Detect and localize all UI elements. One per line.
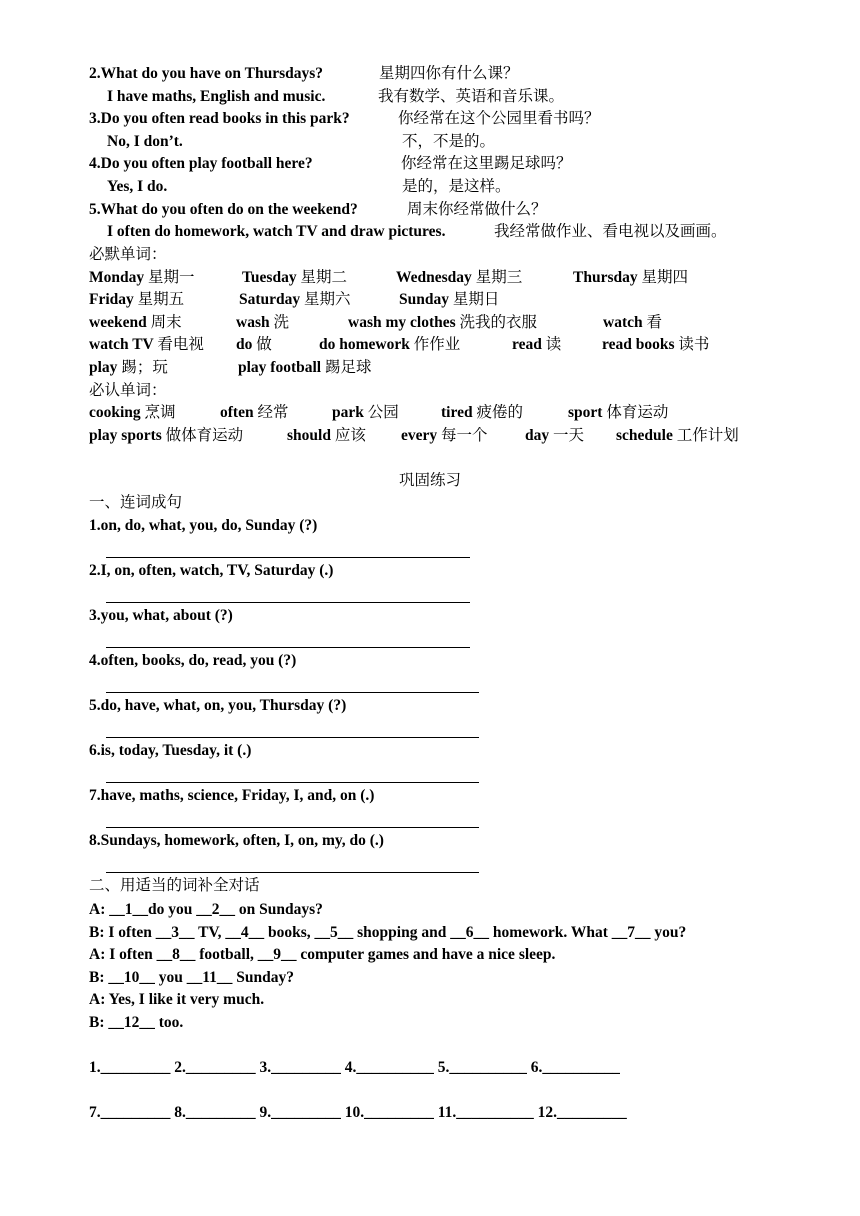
word-item: play football 踢足球 xyxy=(238,359,372,376)
answer-line-2[interactable] xyxy=(106,602,470,603)
dialog-en: 3.Do you often read books in this park? xyxy=(89,110,350,127)
word-item: wash 洗 xyxy=(236,314,289,331)
dialog-en: I have maths, English and music. xyxy=(107,88,326,105)
answer-line-5[interactable] xyxy=(106,737,479,738)
section2-line-1: A: __1__do you __2__ on Sundays? xyxy=(89,901,323,918)
dialog-zh: 是的，是这样。 xyxy=(402,178,511,195)
dialog-zh: 不，不是的。 xyxy=(402,133,496,150)
word-item: Saturday 星期六 xyxy=(239,291,351,308)
dialog-zh: 你经常在这里踢足球吗？ xyxy=(401,155,572,172)
word-item: Monday 星期一 xyxy=(89,269,195,286)
dialog-en: 4.Do you often play football here? xyxy=(89,155,313,172)
section1-title: 一、连词成句 xyxy=(89,494,183,511)
section2-line-2: B: I often __3__ TV, __4__ books, __5__ shopping and __6__ homework. What __7__ you? xyxy=(89,924,687,941)
dialog-en: 5.What do you often do on the weekend? xyxy=(89,201,358,218)
section1-item-4: 4.often, books, do, read, you (?) xyxy=(89,652,297,669)
word-item: schedule 工作计划 xyxy=(616,427,739,444)
recognize-words-title: 必认单词： xyxy=(89,382,167,399)
answer-row-2[interactable]: 7._________ 8._________ 9._________ 10._________ 11.__________ 12._________ xyxy=(89,1104,627,1121)
section1-item-8: 8.Sundays, homework, often, I, on, my, do (.) xyxy=(89,832,384,849)
dialog-zh: 星期四你有什么课？ xyxy=(379,65,519,82)
word-item: play sports 做体育运动 xyxy=(89,427,244,444)
word-item: day 一天 xyxy=(525,427,585,444)
section2-line-4: B: __10__ you __11__ Sunday? xyxy=(89,969,294,986)
word-item: do 做 xyxy=(236,336,272,353)
section2-title: 二、用适当的词补全对话 xyxy=(89,877,260,894)
dialog-en: I often do homework, watch TV and draw pictures. xyxy=(107,223,446,240)
section2-line-5: A: Yes, I like it very much. xyxy=(89,991,265,1008)
dialog-zh: 你经常在这个公园里看书吗？ xyxy=(398,110,600,127)
word-item: sport 体育运动 xyxy=(568,404,669,421)
section1-item-7: 7.have, maths, science, Friday, I, and, on (.) xyxy=(89,787,375,804)
dialog-zh: 我经常做作业、看电视以及画画。 xyxy=(494,223,727,240)
dialog-en: Yes, I do. xyxy=(107,178,168,195)
answer-line-3[interactable] xyxy=(106,647,470,648)
word-item: park 公园 xyxy=(332,404,399,421)
word-item: watch TV 看电视 xyxy=(89,336,204,353)
word-item: Friday 星期五 xyxy=(89,291,185,308)
word-item: Thursday 星期四 xyxy=(573,269,689,286)
word-item: should 应该 xyxy=(287,427,366,444)
answer-row-1[interactable]: 1._________ 2._________ 3._________ 4.__________ 5.__________ 6.__________ xyxy=(89,1059,620,1076)
word-item: watch 看 xyxy=(603,314,662,331)
must-words-title: 必默单词： xyxy=(89,246,167,263)
practice-title: 巩固练习 xyxy=(398,472,461,489)
dialog-zh: 我有数学、英语和音乐课。 xyxy=(378,88,565,105)
word-item: often 经常 xyxy=(220,404,289,421)
section2-line-6: B: __12__ too. xyxy=(89,1014,184,1031)
section1-item-5: 5.do, have, what, on, you, Thursday (?) xyxy=(89,697,347,714)
word-item: cooking 烹调 xyxy=(89,404,176,421)
word-item: every 每一个 xyxy=(401,427,488,444)
section1-item-6: 6.is, today, Tuesday, it (.) xyxy=(89,742,252,759)
word-item: read books 读书 xyxy=(602,336,710,353)
answer-line-1[interactable] xyxy=(106,557,470,558)
word-item: do homework 作作业 xyxy=(319,336,461,353)
word-item: read 读 xyxy=(512,336,562,353)
answer-line-6[interactable] xyxy=(106,782,479,783)
section1-item-3: 3.you, what, about (?) xyxy=(89,607,233,624)
section2-line-3: A: I often __8__ football, __9__ computer games and have a nice sleep. xyxy=(89,946,556,963)
section1-item-1: 1.on, do, what, you, do, Sunday (?) xyxy=(89,517,318,534)
word-item: weekend 周末 xyxy=(89,314,182,331)
section1-item-2: 2.I, on, often, watch, TV, Saturday (.) xyxy=(89,562,334,579)
word-item: Wednesday 星期三 xyxy=(396,269,523,286)
answer-line-7[interactable] xyxy=(106,827,479,828)
answer-line-8[interactable] xyxy=(106,872,479,873)
word-item: Tuesday 星期二 xyxy=(242,269,347,286)
word-item: tired 疲倦的 xyxy=(441,404,523,421)
dialog-en: 2.What do you have on Thursdays? xyxy=(89,65,324,82)
answer-line-4[interactable] xyxy=(106,692,479,693)
word-item: play 踢；玩 xyxy=(89,359,168,376)
dialog-en: No, I don’t. xyxy=(107,133,183,150)
word-item: wash my clothes 洗我的衣服 xyxy=(348,314,538,331)
dialog-zh: 周末你经常做什么？ xyxy=(407,201,547,218)
word-item: Sunday 星期日 xyxy=(399,291,500,308)
